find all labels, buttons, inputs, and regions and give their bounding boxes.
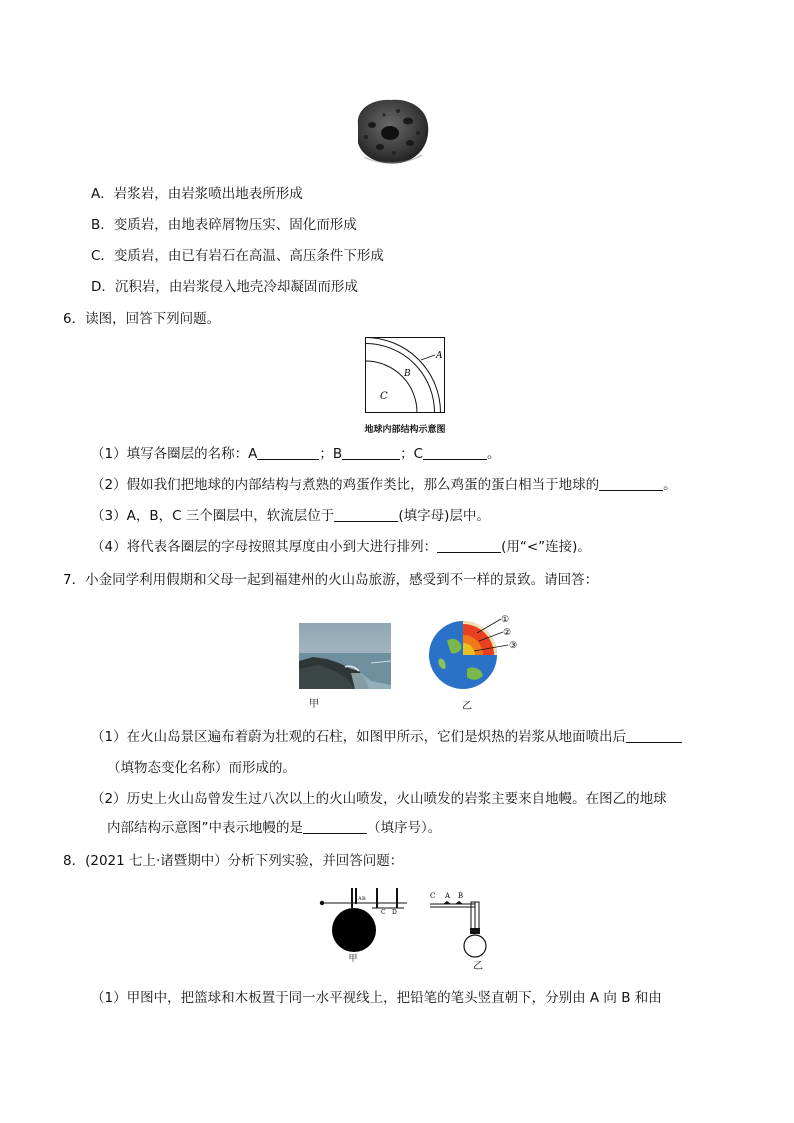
answer-blank-egg-white[interactable] bbox=[599, 476, 663, 491]
q6-sub3: （3）A，B，C 三个圈层中，软流层位于 (填字母)层中。 bbox=[91, 508, 490, 524]
answer-blank-thickness[interactable] bbox=[437, 538, 501, 553]
label-b: B bbox=[362, 896, 366, 902]
q5-option-c: C．变质岩，由已有岩石在高温、高压条件下形成 bbox=[91, 248, 384, 264]
label-2: ② bbox=[503, 628, 512, 638]
earth-cutaway-diagram bbox=[425, 611, 525, 693]
label-c: C bbox=[430, 892, 436, 900]
q6-stem: 6．读图，回答下列问题。 bbox=[63, 311, 221, 327]
q8-stem: 8．(2021 七上·诸暨期中）分析下列实验，并回答问题： bbox=[63, 853, 404, 869]
flask-experiment-diagram bbox=[425, 880, 495, 960]
label-a: A bbox=[445, 892, 451, 900]
experiment-caption-yi: 乙 bbox=[473, 961, 483, 972]
q7-sub1-line1: （1）在火山岛景区遍布着蔚为壮观的石柱，如图甲所示，它们是炽热的岩浆从地面喷出后 bbox=[91, 728, 682, 746]
answer-blank-mantle[interactable] bbox=[303, 819, 367, 834]
label-a: A bbox=[358, 896, 362, 902]
q7-sub1-line2: （填物态变化名称）而形成的。 bbox=[107, 760, 296, 776]
q6-sub1: （1）填写各圈层的名称：A ；B ；C 。 bbox=[91, 446, 501, 462]
earth-diagram-caption: 地球内部结构示意图 bbox=[364, 425, 446, 435]
label-d: D bbox=[392, 909, 397, 916]
answer-blank-phase-change[interactable] bbox=[626, 728, 682, 743]
q5-option-b: B．变质岩，由地表碎屑物压实、固化而形成 bbox=[91, 217, 357, 233]
label-a: A bbox=[436, 351, 443, 361]
diagram-caption-yi: 乙 bbox=[462, 701, 472, 712]
q5-option-d: D．沉积岩，由岩浆侵入地壳冷却凝固而形成 bbox=[91, 279, 358, 295]
volcanic-island-photo bbox=[299, 623, 391, 689]
earth-structure-diagram bbox=[355, 333, 455, 413]
q6-sub2: （2）假如我们把地球的内部结构与煮熟的鸡蛋作类比，那么鸡蛋的蛋白相当于地球的 。 bbox=[91, 477, 677, 493]
label-3: ③ bbox=[509, 641, 518, 651]
label-b: B bbox=[404, 369, 411, 379]
label-b: B bbox=[458, 892, 464, 900]
answer-blank-b[interactable] bbox=[342, 445, 400, 460]
q5-option-a: A．岩浆岩，由岩浆喷出地表所形成 bbox=[91, 186, 303, 202]
experiment-caption-jia: 甲 bbox=[348, 954, 358, 964]
answer-blank-a[interactable] bbox=[257, 445, 319, 460]
photo-caption-jia: 甲 bbox=[309, 699, 319, 710]
q7-sub2-line1: （2）历史上火山岛曾发生过八次以上的火山喷发，火山喷发的岩浆主要来自地幔。在图乙的地球 bbox=[91, 791, 667, 807]
basketball-experiment-diagram bbox=[312, 880, 412, 960]
label-c: C bbox=[380, 391, 388, 402]
label-c: C bbox=[381, 909, 386, 916]
answer-blank-c[interactable] bbox=[423, 445, 487, 460]
q7-stem: 7．小金同学利用假期和父母一起到福建州的火山岛旅游，感受到不一样的景致。请回答： bbox=[63, 572, 599, 588]
rock-image bbox=[350, 95, 432, 167]
q6-sub4: （4）将代表各圈层的字母按照其厚度由小到大进行排列： (用“<”连接)。 bbox=[91, 539, 591, 555]
q7-sub2-line2: 内部结构示意图”中表示地幔的是 （填序号）。 bbox=[107, 820, 442, 836]
q8-sub1: （1）甲图中，把篮球和木板置于同一水平视线上，把铅笔的笔头竖直朝下，分别由 A 向 B 和由 bbox=[91, 990, 662, 1006]
label-1: ① bbox=[501, 615, 510, 625]
answer-blank-asthenosphere[interactable] bbox=[334, 507, 398, 522]
